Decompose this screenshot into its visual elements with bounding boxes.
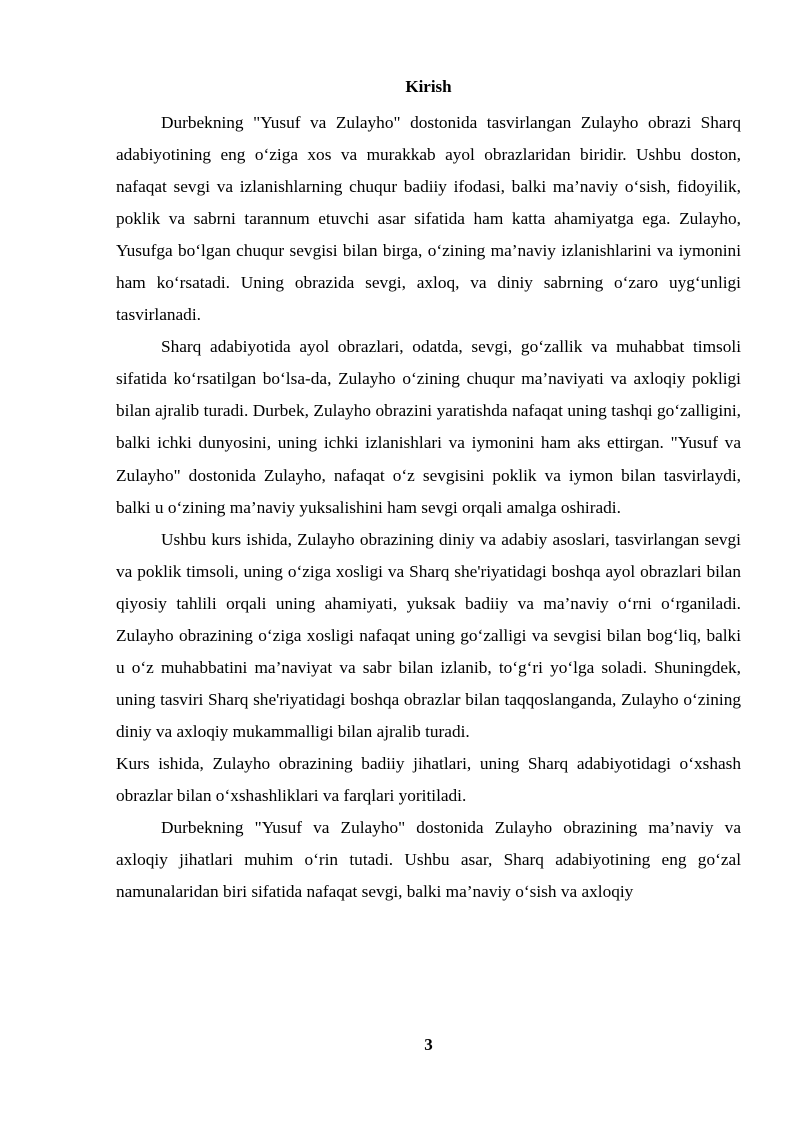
paragraph-4: Kurs ishida, Zulayho obrazining badiiy jihatlari, uning Sharq adabiyotidagi o‘xshash obrazlar bilan o‘xshashliklari va farqlari yoritiladi. — [116, 753, 741, 805]
paragraph-5: Durbekning "Yusuf va Zulayho" dostonida Zulayho obrazining ma’naviy va axloqiy jihatlari muhim o‘rin tutadi. Ushbu asar, Sharq adabiyotining eng go‘zal namunalaridan biri sifatida nafaqat sevgi, balki ma’naviy o‘sish va axloqiy — [116, 818, 741, 902]
section-heading: Kirish — [405, 77, 452, 96]
body-text — [116, 107, 741, 908]
paragraph-3: Ushbu kurs ishida, Zulayho obrazining diniy va adabiy asoslari, tasvirlangan sevgi va poklik timsoli, uning o‘ziga xosligi va Sharq she'riyatidagi boshqa ayol obrazlari bilan qiyosiy tahlili orqali uning ahamiyati, yuksak badiiy va ma’naviy o‘rni o‘rganiladi. Zulayho obrazining o‘ziga xosligi nafaqat uning go‘zalligi va sevgisi bilan bog‘liq, balki u o‘z muhabbatini ma’naviyat va sabr bilan izlanib, to‘g‘ri yo‘lga soladi. Shuningdek, uning tasviri Sharq she'riyatidagi boshqa obrazlar bilan taqqoslanganda, Zulayho o‘zining diniy va axloqiy mukammalligi bilan ajralib turadi. — [116, 529, 741, 741]
paragraph-1: Durbekning "Yusuf va Zulayho" dostonida tasvirlangan Zulayho obrazi Sharq adabiyotining eng o‘ziga xos va murakkab ayol obrazlaridan biridir. Ushbu doston, nafaqat sevgi va izlanishlarning chuqur badiiy ifodasi, balki ma’naviy o‘sish, fidoyilik, poklik va sabrni tarannum etuvchi asar sifatida ham katta ahamiyatga ega. Zulayho, Yusufga bo‘lgan chuqur sevgisi bilan birga, o‘zining ma’naviy izlanishlarini va iymonini ham ko‘rsatadi. Uning obrazida sevgi, axloq, va diniy sabrning o‘zaro uyg‘unligi tasvirlanadi. — [116, 113, 741, 325]
paragraph-2: Sharq adabiyotida ayol obrazlari, odatda, sevgi, go‘zallik va muhabbat timsoli sifatida ko‘rsatilgan bo‘lsa-da, Zulayho o‘zining chuqur ma’naviyati va axloqiy pokligi bilan ajralib turadi. Durbek, Zulayho obrazini yaratishda nafaqat uning tashqi go‘zalligini, balki ichki dunyosini, uning ichki izlanishlari va iymonini ham aks ettirgan. "Yusuf va Zulayho" dostonida Zulayho, nafaqat o‘z sevgisini poklik va iymon bilan tasvirlaydi, balki u o‘zining ma’naviy yuksalishini ham sevgi orqali amalga oshiradi. — [116, 337, 741, 517]
document-page — [116, 0, 741, 1131]
page-number: 3 — [424, 1035, 433, 1054]
